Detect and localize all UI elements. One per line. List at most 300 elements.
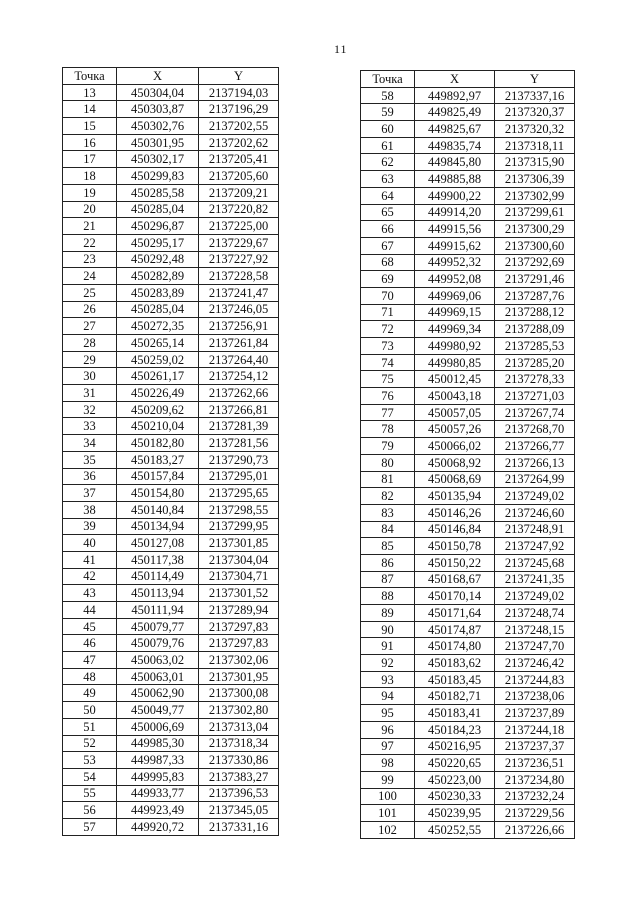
table-row <box>361 705 575 722</box>
point-number-cell: 99 <box>361 771 415 788</box>
table-row <box>63 284 279 301</box>
point-number-cell: 45 <box>63 618 117 635</box>
y-coordinate-cell: 2137301,95 <box>199 668 279 685</box>
y-coordinate-cell: 2137295,01 <box>199 468 279 485</box>
y-coordinate-cell: 2137244,83 <box>495 671 575 688</box>
point-number-cell: 20 <box>63 201 117 218</box>
table-row <box>63 385 279 402</box>
x-coordinate-cell: 449995,83 <box>117 768 199 785</box>
x-coordinate-cell: 450113,94 <box>117 585 199 602</box>
x-coordinate-cell: 449892,97 <box>415 87 495 104</box>
table-row <box>63 134 279 151</box>
y-coordinate-cell: 2137246,05 <box>199 301 279 318</box>
point-number-cell: 30 <box>63 368 117 385</box>
point-number-cell: 68 <box>361 254 415 271</box>
y-coordinate-cell: 2137297,83 <box>199 635 279 652</box>
table-row <box>361 204 575 221</box>
point-number-cell: 34 <box>63 435 117 452</box>
y-coordinate-cell: 2137229,56 <box>495 805 575 822</box>
point-number-cell: 44 <box>63 602 117 619</box>
y-coordinate-cell: 2137234,80 <box>495 771 575 788</box>
table-row <box>361 187 575 204</box>
table-row <box>63 101 279 118</box>
y-coordinate-cell: 2137383,27 <box>199 768 279 785</box>
table-row <box>63 735 279 752</box>
y-coordinate-cell: 2137229,67 <box>199 234 279 251</box>
point-number-cell: 52 <box>63 735 117 752</box>
x-coordinate-cell: 450127,08 <box>117 535 199 552</box>
table-row <box>361 321 575 338</box>
y-coordinate-cell: 2137396,53 <box>199 785 279 802</box>
point-number-cell: 75 <box>361 371 415 388</box>
table-row <box>361 721 575 738</box>
table-row <box>63 268 279 285</box>
y-coordinate-cell: 2137345,05 <box>199 802 279 819</box>
x-coordinate-cell: 450111,94 <box>117 602 199 619</box>
x-coordinate-cell: 450261,17 <box>117 368 199 385</box>
y-coordinate-cell: 2137246,60 <box>495 504 575 521</box>
y-coordinate-cell: 2137196,29 <box>199 101 279 118</box>
point-number-cell: 37 <box>63 485 117 502</box>
y-coordinate-cell: 2137238,06 <box>495 688 575 705</box>
x-coordinate-cell: 450265,14 <box>117 335 199 352</box>
table-row <box>63 685 279 702</box>
point-number-cell: 95 <box>361 705 415 722</box>
point-number-cell: 23 <box>63 251 117 268</box>
point-number-cell: 93 <box>361 671 415 688</box>
table-row <box>63 768 279 785</box>
y-coordinate-cell: 2137209,21 <box>199 184 279 201</box>
x-coordinate-cell: 450157,84 <box>117 468 199 485</box>
x-coordinate-cell: 449923,49 <box>117 802 199 819</box>
point-number-cell: 57 <box>63 818 117 835</box>
y-coordinate-cell: 2137194,03 <box>199 84 279 101</box>
point-number-cell: 88 <box>361 588 415 605</box>
point-number-cell: 94 <box>361 688 415 705</box>
x-coordinate-cell: 449915,56 <box>415 221 495 238</box>
table-row <box>361 338 575 355</box>
y-coordinate-cell: 2137299,61 <box>495 204 575 221</box>
x-coordinate-cell: 450066,02 <box>415 438 495 455</box>
coordinates-table-left <box>62 67 279 836</box>
x-coordinate-cell: 449920,72 <box>117 818 199 835</box>
y-coordinate-cell: 2137228,58 <box>199 268 279 285</box>
table-row <box>63 184 279 201</box>
x-coordinate-cell: 450114,49 <box>117 568 199 585</box>
table-row <box>63 501 279 518</box>
y-coordinate-cell: 2137264,99 <box>495 471 575 488</box>
table-row <box>63 551 279 568</box>
y-coordinate-cell: 2137300,29 <box>495 221 575 238</box>
y-coordinate-cell: 2137285,20 <box>495 354 575 371</box>
x-coordinate-cell: 450285,04 <box>117 301 199 318</box>
x-coordinate-cell: 450146,26 <box>415 504 495 521</box>
table-row <box>361 354 575 371</box>
x-coordinate-cell: 449885,88 <box>415 171 495 188</box>
x-coordinate-cell: 450154,80 <box>117 485 199 502</box>
y-coordinate-cell: 2137205,60 <box>199 168 279 185</box>
table-row <box>63 485 279 502</box>
y-coordinate-cell: 2137301,85 <box>199 535 279 552</box>
table-row <box>63 518 279 535</box>
point-number-cell: 31 <box>63 385 117 402</box>
column-header-x: X <box>117 68 199 85</box>
point-number-cell: 91 <box>361 638 415 655</box>
point-number-cell: 76 <box>361 388 415 405</box>
point-number-cell: 100 <box>361 788 415 805</box>
y-coordinate-cell: 2137236,51 <box>495 755 575 772</box>
x-coordinate-cell: 450063,02 <box>117 652 199 669</box>
table-row <box>361 87 575 104</box>
column-header-x: X <box>415 71 495 88</box>
x-coordinate-cell: 450079,77 <box>117 618 199 635</box>
y-coordinate-cell: 2137298,55 <box>199 501 279 518</box>
point-number-cell: 62 <box>361 154 415 171</box>
x-coordinate-cell: 450252,55 <box>415 821 495 838</box>
table-row <box>63 368 279 385</box>
table-row <box>63 618 279 635</box>
point-number-cell: 69 <box>361 271 415 288</box>
table-row <box>361 171 575 188</box>
x-coordinate-cell: 450210,04 <box>117 418 199 435</box>
point-number-cell: 15 <box>63 118 117 135</box>
y-coordinate-cell: 2137246,42 <box>495 655 575 672</box>
y-coordinate-cell: 2137249,02 <box>495 588 575 605</box>
y-coordinate-cell: 2137202,55 <box>199 118 279 135</box>
x-coordinate-cell: 449915,62 <box>415 237 495 254</box>
x-coordinate-cell: 450168,67 <box>415 571 495 588</box>
point-number-cell: 27 <box>63 318 117 335</box>
point-number-cell: 101 <box>361 805 415 822</box>
column-header-point: Точка <box>361 71 415 88</box>
x-coordinate-cell: 450057,26 <box>415 421 495 438</box>
y-coordinate-cell: 2137302,06 <box>199 652 279 669</box>
x-coordinate-cell: 450285,04 <box>117 201 199 218</box>
point-number-cell: 17 <box>63 151 117 168</box>
x-coordinate-cell: 450216,95 <box>415 738 495 755</box>
x-coordinate-cell: 450303,87 <box>117 101 199 118</box>
table-row <box>63 785 279 802</box>
point-number-cell: 50 <box>63 702 117 719</box>
table-row <box>63 602 279 619</box>
point-number-cell: 70 <box>361 287 415 304</box>
table-row <box>63 418 279 435</box>
point-number-cell: 35 <box>63 451 117 468</box>
point-number-cell: 54 <box>63 768 117 785</box>
y-coordinate-cell: 2137320,37 <box>495 104 575 121</box>
point-number-cell: 67 <box>361 237 415 254</box>
point-number-cell: 36 <box>63 468 117 485</box>
y-coordinate-cell: 2137248,91 <box>495 521 575 538</box>
x-coordinate-cell: 450183,41 <box>415 705 495 722</box>
y-coordinate-cell: 2137237,37 <box>495 738 575 755</box>
point-number-cell: 48 <box>63 668 117 685</box>
x-coordinate-cell: 450174,87 <box>415 621 495 638</box>
y-coordinate-cell: 2137290,73 <box>199 451 279 468</box>
x-coordinate-cell: 450117,38 <box>117 551 199 568</box>
x-coordinate-cell: 450170,14 <box>415 588 495 605</box>
point-number-cell: 40 <box>63 535 117 552</box>
y-coordinate-cell: 2137320,32 <box>495 121 575 138</box>
table-row <box>361 538 575 555</box>
y-coordinate-cell: 2137225,00 <box>199 218 279 235</box>
y-coordinate-cell: 2137315,90 <box>495 154 575 171</box>
y-coordinate-cell: 2137331,16 <box>199 818 279 835</box>
y-coordinate-cell: 2137337,16 <box>495 87 575 104</box>
y-coordinate-cell: 2137245,68 <box>495 554 575 571</box>
table-row <box>361 805 575 822</box>
x-coordinate-cell: 450283,89 <box>117 284 199 301</box>
table-row <box>361 371 575 388</box>
point-number-cell: 32 <box>63 401 117 418</box>
table-row <box>361 588 575 605</box>
point-number-cell: 26 <box>63 301 117 318</box>
x-coordinate-cell: 449835,74 <box>415 137 495 154</box>
x-coordinate-cell: 450146,84 <box>415 521 495 538</box>
table-row <box>63 401 279 418</box>
x-coordinate-cell: 450134,94 <box>117 518 199 535</box>
y-coordinate-cell: 2137318,11 <box>495 137 575 154</box>
y-coordinate-cell: 2137256,91 <box>199 318 279 335</box>
x-coordinate-cell: 450295,17 <box>117 234 199 251</box>
table-row <box>361 104 575 121</box>
table-row <box>63 585 279 602</box>
y-coordinate-cell: 2137304,04 <box>199 551 279 568</box>
table-row <box>361 471 575 488</box>
point-number-cell: 63 <box>361 171 415 188</box>
point-number-cell: 90 <box>361 621 415 638</box>
x-coordinate-cell: 450150,78 <box>415 538 495 555</box>
point-number-cell: 60 <box>361 121 415 138</box>
table-row <box>361 237 575 254</box>
x-coordinate-cell: 450282,89 <box>117 268 199 285</box>
column-header-y: Y <box>199 68 279 85</box>
y-coordinate-cell: 2137302,80 <box>199 702 279 719</box>
y-coordinate-cell: 2137278,33 <box>495 371 575 388</box>
y-coordinate-cell: 2137297,83 <box>199 618 279 635</box>
point-number-cell: 59 <box>361 104 415 121</box>
y-coordinate-cell: 2137304,71 <box>199 568 279 585</box>
point-number-cell: 25 <box>63 284 117 301</box>
x-coordinate-cell: 449825,49 <box>415 104 495 121</box>
x-coordinate-cell: 450184,23 <box>415 721 495 738</box>
x-coordinate-cell: 450302,76 <box>117 118 199 135</box>
table-row <box>361 154 575 171</box>
point-number-cell: 66 <box>361 221 415 238</box>
x-coordinate-cell: 449914,20 <box>415 204 495 221</box>
point-number-cell: 83 <box>361 504 415 521</box>
table-row <box>63 218 279 235</box>
table-row <box>361 554 575 571</box>
table-row <box>361 438 575 455</box>
point-number-cell: 21 <box>63 218 117 235</box>
y-coordinate-cell: 2137271,03 <box>495 388 575 405</box>
x-coordinate-cell: 450068,69 <box>415 471 495 488</box>
y-coordinate-cell: 2137262,66 <box>199 385 279 402</box>
table-row <box>361 287 575 304</box>
x-coordinate-cell: 450068,92 <box>415 454 495 471</box>
table-row <box>63 668 279 685</box>
table-row <box>63 318 279 335</box>
y-coordinate-cell: 2137220,82 <box>199 201 279 218</box>
x-coordinate-cell: 450296,87 <box>117 218 199 235</box>
x-coordinate-cell: 449969,15 <box>415 304 495 321</box>
table-row <box>361 271 575 288</box>
x-coordinate-cell: 449969,06 <box>415 287 495 304</box>
x-coordinate-cell: 449825,67 <box>415 121 495 138</box>
x-coordinate-cell: 450209,62 <box>117 401 199 418</box>
y-coordinate-cell: 2137289,94 <box>199 602 279 619</box>
y-coordinate-cell: 2137287,76 <box>495 287 575 304</box>
table-row <box>361 454 575 471</box>
x-coordinate-cell: 450063,01 <box>117 668 199 685</box>
point-number-cell: 24 <box>63 268 117 285</box>
x-coordinate-cell: 450183,45 <box>415 671 495 688</box>
point-number-cell: 92 <box>361 655 415 672</box>
point-number-cell: 38 <box>63 501 117 518</box>
y-coordinate-cell: 2137285,53 <box>495 338 575 355</box>
x-coordinate-cell: 449952,08 <box>415 271 495 288</box>
x-coordinate-cell: 449980,85 <box>415 354 495 371</box>
y-coordinate-cell: 2137266,13 <box>495 454 575 471</box>
x-coordinate-cell: 450304,04 <box>117 84 199 101</box>
y-coordinate-cell: 2137226,66 <box>495 821 575 838</box>
y-coordinate-cell: 2137306,39 <box>495 171 575 188</box>
y-coordinate-cell: 2137232,24 <box>495 788 575 805</box>
y-coordinate-cell: 2137248,74 <box>495 605 575 622</box>
point-number-cell: 82 <box>361 488 415 505</box>
page-number: 11 <box>334 42 348 56</box>
x-coordinate-cell: 450043,18 <box>415 388 495 405</box>
point-number-cell: 51 <box>63 718 117 735</box>
x-coordinate-cell: 449900,22 <box>415 187 495 204</box>
y-coordinate-cell: 2137330,86 <box>199 752 279 769</box>
x-coordinate-cell: 450150,22 <box>415 554 495 571</box>
table-row <box>63 652 279 669</box>
x-coordinate-cell: 450182,71 <box>415 688 495 705</box>
column-header-y: Y <box>495 71 575 88</box>
x-coordinate-cell: 450006,69 <box>117 718 199 735</box>
table-row <box>361 254 575 271</box>
x-coordinate-cell: 449985,30 <box>117 735 199 752</box>
point-number-cell: 77 <box>361 404 415 421</box>
y-coordinate-cell: 2137292,69 <box>495 254 575 271</box>
table-row <box>63 118 279 135</box>
x-coordinate-cell: 450183,62 <box>415 655 495 672</box>
point-number-cell: 47 <box>63 652 117 669</box>
point-number-cell: 84 <box>361 521 415 538</box>
table-row <box>63 84 279 101</box>
x-coordinate-cell: 449980,92 <box>415 338 495 355</box>
table-row <box>361 771 575 788</box>
point-number-cell: 39 <box>63 518 117 535</box>
point-number-cell: 64 <box>361 187 415 204</box>
table-row <box>361 121 575 138</box>
table-row <box>63 468 279 485</box>
table-row <box>361 388 575 405</box>
y-coordinate-cell: 2137261,84 <box>199 335 279 352</box>
y-coordinate-cell: 2137247,70 <box>495 638 575 655</box>
y-coordinate-cell: 2137241,35 <box>495 571 575 588</box>
point-number-cell: 18 <box>63 168 117 185</box>
table-row <box>63 435 279 452</box>
table-row <box>361 404 575 421</box>
x-coordinate-cell: 450062,90 <box>117 685 199 702</box>
point-number-cell: 61 <box>361 137 415 154</box>
table-row <box>361 504 575 521</box>
table-row <box>63 201 279 218</box>
point-number-cell: 43 <box>63 585 117 602</box>
x-coordinate-cell: 450135,94 <box>415 488 495 505</box>
point-number-cell: 13 <box>63 84 117 101</box>
point-number-cell: 14 <box>63 101 117 118</box>
y-coordinate-cell: 2137237,89 <box>495 705 575 722</box>
point-number-cell: 81 <box>361 471 415 488</box>
x-coordinate-cell: 450220,65 <box>415 755 495 772</box>
table-row <box>361 638 575 655</box>
y-coordinate-cell: 2137247,92 <box>495 538 575 555</box>
y-coordinate-cell: 2137281,56 <box>199 435 279 452</box>
x-coordinate-cell: 450140,84 <box>117 501 199 518</box>
point-number-cell: 22 <box>63 234 117 251</box>
point-number-cell: 96 <box>361 721 415 738</box>
table-row <box>361 304 575 321</box>
point-number-cell: 71 <box>361 304 415 321</box>
y-coordinate-cell: 2137266,77 <box>495 438 575 455</box>
y-coordinate-cell: 2137264,40 <box>199 351 279 368</box>
table-row <box>361 421 575 438</box>
x-coordinate-cell: 449933,77 <box>117 785 199 802</box>
point-number-cell: 16 <box>63 134 117 151</box>
table-body-right <box>361 87 575 838</box>
table-row <box>63 818 279 835</box>
point-number-cell: 97 <box>361 738 415 755</box>
y-coordinate-cell: 2137295,65 <box>199 485 279 502</box>
table-row <box>361 738 575 755</box>
y-coordinate-cell: 2137254,12 <box>199 368 279 385</box>
table-row <box>361 755 575 772</box>
point-number-cell: 42 <box>63 568 117 585</box>
table-row <box>361 571 575 588</box>
point-number-cell: 33 <box>63 418 117 435</box>
y-coordinate-cell: 2137301,52 <box>199 585 279 602</box>
point-number-cell: 72 <box>361 321 415 338</box>
y-coordinate-cell: 2137202,62 <box>199 134 279 151</box>
table-row <box>361 688 575 705</box>
y-coordinate-cell: 2137267,74 <box>495 404 575 421</box>
point-number-cell: 73 <box>361 338 415 355</box>
point-number-cell: 65 <box>361 204 415 221</box>
point-number-cell: 78 <box>361 421 415 438</box>
x-coordinate-cell: 450299,83 <box>117 168 199 185</box>
y-coordinate-cell: 2137302,99 <box>495 187 575 204</box>
table-row <box>63 802 279 819</box>
table-row <box>63 251 279 268</box>
y-coordinate-cell: 2137244,18 <box>495 721 575 738</box>
table-row <box>361 137 575 154</box>
table-row <box>63 702 279 719</box>
y-coordinate-cell: 2137300,08 <box>199 685 279 702</box>
table-row <box>361 788 575 805</box>
x-coordinate-cell: 450259,02 <box>117 351 199 368</box>
table-row <box>63 301 279 318</box>
y-coordinate-cell: 2137227,92 <box>199 251 279 268</box>
point-number-cell: 89 <box>361 605 415 622</box>
x-coordinate-cell: 450226,49 <box>117 385 199 402</box>
y-coordinate-cell: 2137288,12 <box>495 304 575 321</box>
y-coordinate-cell: 2137241,47 <box>199 284 279 301</box>
y-coordinate-cell: 2137291,46 <box>495 271 575 288</box>
